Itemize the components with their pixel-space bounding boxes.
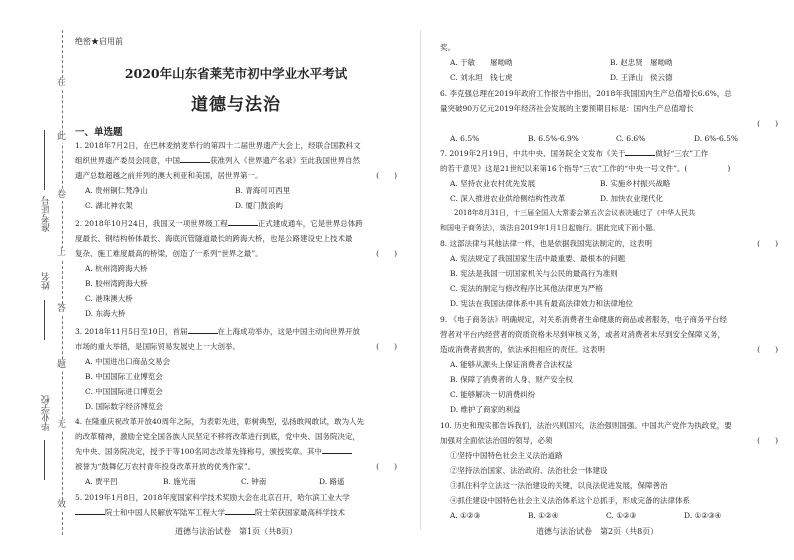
seal-char: 此 (57, 132, 67, 142)
seal-char: 卷 (57, 190, 67, 200)
seal-char: 在 (57, 78, 67, 88)
name-label: 姓名 (42, 272, 52, 290)
school-label: 毕业学校 (42, 395, 52, 431)
question-7: 7. 2019年2月19日，中共中央、国务院全文发布《关于 做好“三农”工作 的若干意见》这是21世纪以来第16个指导“三农”工作的“中央一号文件”。( ) A. 坚持农业农村优先发展 B. 实施乡村振兴战略 C. 深入推进农业供给侧结构性改革 D. 加快农业现代化 (440, 149, 731, 203)
question-4: 4. 在隆重庆祝改革开放40周年之际，为表彰先进，彰树典型，弘扬敢闯敢试，敢为人先 的改革精神，激励全党全国各族人民坚定不移将改革进行到底，党中央、国务院决定， 先中央、国务院决定，授予于等100名同志改革先锋称号，颁授奖章。其中 被誉为“鼓舞亿万农村青年投身改革开放的优秀作家”。 ( ) A. 贾平凹 B. 施光南 C. 钟南 D. 路遥 (75, 417, 397, 486)
page-2 (440, 0, 778, 560)
question-6: 6. 李克强总理在2019年政府工作报告中指出，2018年我国国内生产总值增长6.6%，总 量突破90万亿元2019年经济社会发展的主要预期目标是：国内生产总值增长 ( ) A. 6.5% B. 6.5%-6.9% C. 6.6% D. 6%-6.5% (440, 89, 778, 143)
subject-title: 道德与法治 (191, 95, 281, 115)
seal-line (62, 30, 63, 535)
school-line (44, 440, 45, 480)
exam-title: 2020年山东省莱芜市初中学业水平考试 (124, 66, 348, 81)
question-9: 9. 《电子商务法》明确规定，对关系消费者生命健康的商品或者服务，电子商务平台经 营者对平台内经营者的资质资格未尽到审核义务，或者对消费者未尽到安全保障义务， 造成消费者损害的，依法承担相应的责任。这表明 ( ) A. 能够从源头上保证消费者合法权益 B. 保障了消费者的人身、财产安全权 C. 能够解决一切消费纠纷 D. 维护了商家的利益 (440, 315, 778, 414)
secret-mark: 绝密★启用前 (75, 37, 123, 46)
seal-char: 上 (57, 248, 67, 258)
answer-bracket: ( ) (757, 345, 778, 354)
answer-bracket: ( ) (376, 249, 397, 258)
name-line (44, 300, 45, 340)
question-5-continued: 奖。 A. 于敏 屠呦呦 B. 赵忠贤 屠呦呦 C. 刘永坦 钱七虎 D. 王泽山 侯云德 (440, 43, 673, 82)
question-8: 2018年8月31日，十三届全国人大常委会第五次会议表决通过了《中华人民共 和国电子商务法》，该法自2019年1月1日起施行。据此完成下面小题。 8. 这部法律与其他法律一样，也是依据我国宪法制定的，这表明 ( ) A. 宪法规定了我国国家生活中最重要、最根本的问题 B. 宪法是我国一切国家机关与公民的最高行为准则 C. 宪法的制定与修改程序比其他法律更为严格 D. 宪法在我国法律体系中具有最高法律效力和法律地位 (440, 209, 778, 308)
answer-bracket: ( ) (757, 119, 778, 128)
question-2: 2. 2018年10月24日，我国又一项世界级工程 正式建成通车，它是世界总体跨 度最长、钢结构桥体最长、海底沉管隧道最长的跨海大桥，也是公路建设史上技术最 复杂、施工难度最高的桥梁，创造了一系列“世界之最”。 ( ) A. 杭州湾跨海大桥 B. 胶州湾跨海大桥 C. 港珠澳大桥 D. 东海大桥 (75, 219, 397, 318)
answer-bracket: ( ) (376, 462, 397, 471)
answer-bracket: ( ) (376, 342, 397, 351)
answer-bracket: ( ) (757, 436, 778, 445)
seal-char: 无 (57, 420, 67, 430)
exam-number-line (44, 130, 45, 190)
section-heading: 一、单选题 (75, 127, 123, 138)
seal-char: 效 (57, 500, 67, 510)
binding-margin (0, 0, 67, 560)
question-10: 10. 历史和现实都告诉我们，法治兴则国兴，法治强则国强。中国共产党作为执政党，要 加强对全面依法治国的领导，必须 ( ) ①坚持中国特色社会主义法治道路 ②坚持法治国家、法治政府、法治社会一体建设 ③抓住科学立法这一法治建设的关键，以良法促进发展，保障善治 ④抓住建设中国特色社会主义法治体系这个总抓手，形成完备的法律体系 A. ①②③ B. ①②④ C. ①②③ D. ①②③④ (440, 421, 778, 520)
answer-bracket: ( ) (376, 171, 397, 180)
question-5: 5. 2019年1月8日，2018年度国家科学技术奖励大会在北京召开，哈尔滨工业大学 院士和中国人民解放军陆军工程大学 院士荣获国家最高科学技术 (75, 493, 350, 517)
answer-bracket: ( ) (757, 239, 778, 248)
page-1 (75, 0, 397, 560)
question-3: 3. 2018年11月5日至10日，首届 在上海成功举办，这是中国主动向世界开放 市场的重大举措，是国际贸易发展史上一大创举。 ( ) A. 中国进出口商品交易会 B. 中国国际工业博览会 C. 中国国际进口博览会 D. 国际数字经济博览会 (75, 327, 397, 411)
exam-number-label: 准考证号 (42, 196, 52, 232)
seal-char: 题 (57, 360, 67, 370)
page-footer: 道德与法治试卷 第2页（共8页） (536, 527, 659, 536)
page-divider (420, 30, 421, 530)
question-1: 1. 2018年7月2日，在巴林麦纳麦举行的第四十二届世界遗产大会上，经联合国教科文 组织世界遗产委员会同意，中国 获准列入《世界遗产名录》至此我国世界自然 遗产总数超越之前并列的澳大利亚和美国，居世界第一。 ( ) A. 贵州铜仁梵净山 B. 青海可可西里 C. 湖北神农架 D. 厦门鼓浪屿 (75, 141, 397, 210)
page-footer: 道德与法治试卷 第1页（共8页） (175, 527, 298, 536)
seal-char: 答 (57, 304, 67, 314)
